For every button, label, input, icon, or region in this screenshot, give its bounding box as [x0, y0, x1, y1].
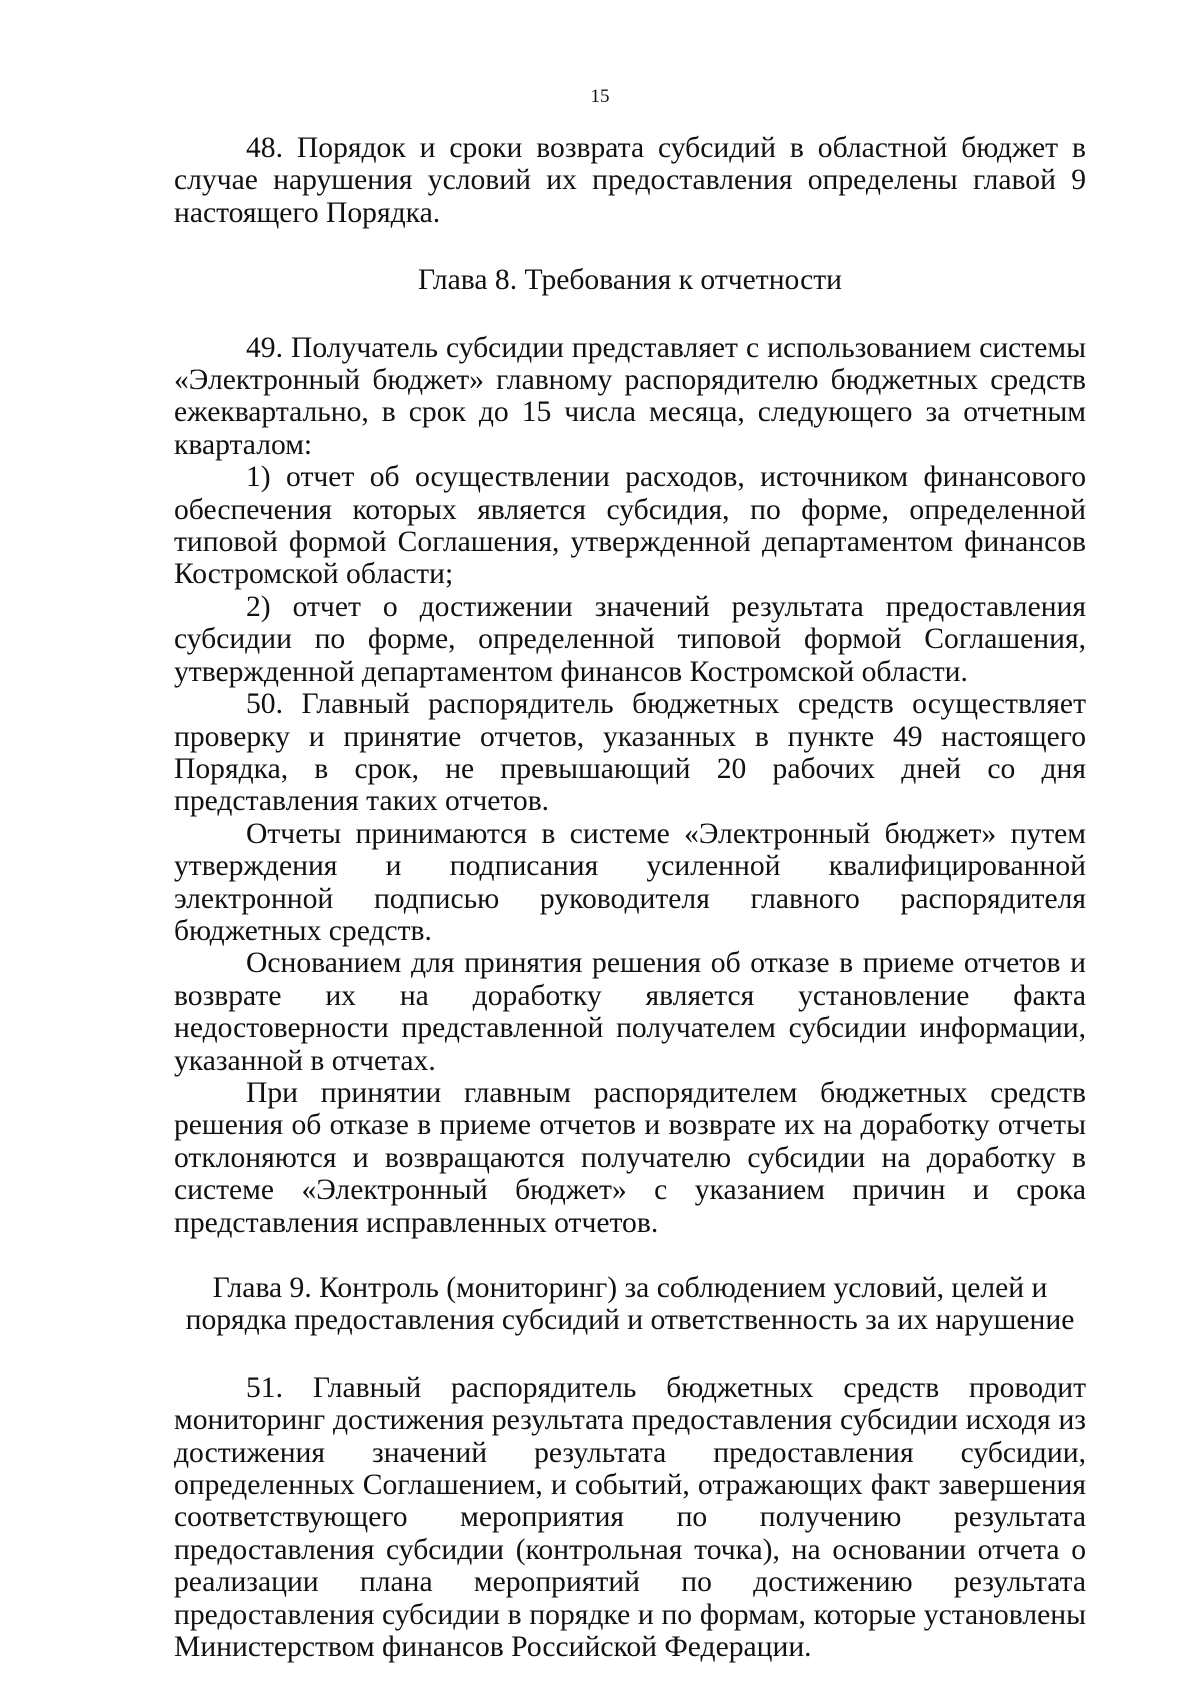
- paragraph-51: 51. Главный распорядитель бюджетных средств проводит мониторинг достижения результата предоставления субсидии исходя из достижения значений результата предоставления субсидии, определенных Соглашением, и событий, отражающих факт завершения соответствующего мероприятия по получению результата предоставления субсидии (контрольная точка), на основании отчета о реализации плана мероприятий по достижению результата предоставления субсидии в порядке и по формам, которые установлены Министерством финансов Российской Федерации.: [174, 1371, 1086, 1664]
- chapter-9-heading: Глава 9. Контроль (мониторинг) за соблюдением условий, целей и порядка предоставления субсидий и ответственность за их нарушение: [185, 1272, 1075, 1337]
- spacer: [174, 229, 1086, 264]
- chapter-8-heading: Глава 8. Требования к отчетности: [418, 264, 842, 297]
- paragraph-50: 50. Главный распорядитель бюджетных средств осуществляет проверку и принятие отчетов, указанных в пункте 49 настоящего Порядка, в срок, не превышающий 20 рабочих дней со дня представления таких отчетов.: [174, 688, 1086, 818]
- paragraph-50-rejection-procedure: При принятии главным распорядителем бюджетных средств решения об отказе в приеме отчетов и возврате их на доработку отчеты отклоняются и возвращаются получателю субсидии на доработку в системе «Электронный бюджет» с указанием причин и срока представления исправленных отчетов.: [174, 1076, 1086, 1239]
- paragraph-49-item-2: 2) отчет о достижении значений результата предоставления субсидии по форме, определенной типовой формой Соглашения, утвержденной департаментом финансов Костромской области.: [174, 590, 1086, 688]
- page-number: 15: [590, 86, 610, 107]
- document-body: [174, 132, 1086, 1663]
- paragraph-50-acceptance: Отчеты принимаются в системе «Электронный бюджет» путем утверждения и подписания усиленной квалифицированной электронной подписью руководителя главного распорядителя бюджетных средств.: [174, 817, 1086, 947]
- paragraph-49: 49. Получатель субсидии представляет с использованием системы «Электронный бюджет» главному распорядителю бюджетных средств ежеквартально, в срок до 15 числа месяца, следующего за отчетным кварталом:: [174, 331, 1086, 461]
- paragraph-50-rejection-grounds: Основанием для принятия решения об отказе в приеме отчетов и возврате их на доработку является установление факта недостоверности представленной получателем субсидии информации, указанной в отчетах.: [174, 947, 1086, 1077]
- spacer: [174, 297, 1086, 332]
- spacer: [174, 1337, 1086, 1372]
- paragraph-49-item-1: 1) отчет об осуществлении расходов, источником финансового обеспечения которых является субсидия, по форме, определенной типовой формой Соглашения, утвержденной департаментом финансов Костромской области;: [174, 461, 1086, 591]
- paragraph-48: 48. Порядок и сроки возврата субсидий в областной бюджет в случае нарушения условий их предоставления определены главой 9 настоящего Порядка.: [174, 132, 1086, 229]
- spacer: [174, 1239, 1086, 1272]
